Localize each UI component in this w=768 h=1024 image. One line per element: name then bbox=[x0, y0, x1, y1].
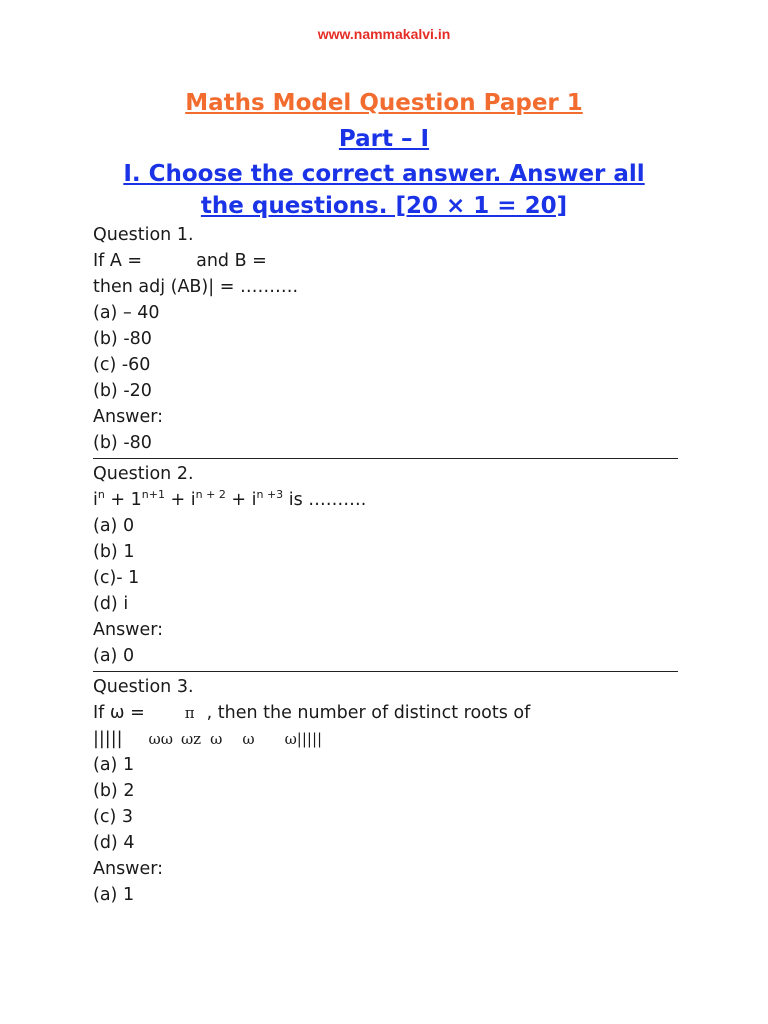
option-d: (d) i bbox=[93, 594, 129, 614]
option-b: (b) 2 bbox=[93, 781, 135, 801]
stem-exp: n+1 bbox=[141, 488, 165, 501]
option-a: (a) 1 bbox=[93, 755, 135, 775]
option-d: (d) 4 bbox=[93, 833, 135, 853]
det-term: ω bbox=[210, 730, 223, 748]
answer-label: Answer: bbox=[93, 407, 164, 427]
question-label: Question 3. bbox=[93, 677, 194, 697]
stem-exp: n bbox=[97, 488, 105, 501]
instruction-heading: I. Choose the correct answer. Answer all the questions. [20 × 1 = 20] bbox=[123, 161, 645, 219]
stem-part-a: If A = bbox=[93, 251, 143, 271]
determinant-row bbox=[93, 726, 678, 752]
answer-label: Answer: bbox=[93, 620, 164, 640]
question-label: Question 2. bbox=[93, 464, 194, 484]
stem-part-a: If ω = bbox=[93, 703, 145, 723]
stem-term: + i bbox=[164, 490, 196, 510]
question-1 bbox=[93, 222, 678, 459]
stem-exp: n + 2 bbox=[195, 488, 226, 501]
question-list bbox=[93, 222, 678, 912]
stem-term: is ………. bbox=[283, 490, 367, 510]
det-term: ωω bbox=[148, 730, 173, 748]
question-2 bbox=[93, 461, 678, 672]
answer-label: Answer: bbox=[93, 859, 164, 879]
option-a: (a) – 40 bbox=[93, 303, 160, 323]
option-b: (b) 1 bbox=[93, 542, 135, 562]
det-term: ω bbox=[242, 730, 255, 748]
pi-symbol: π bbox=[184, 704, 195, 722]
option-b: (b) -80 bbox=[93, 329, 152, 349]
answer-value: (a) 1 bbox=[93, 885, 135, 905]
det-term: ωz bbox=[180, 730, 202, 748]
page-title: Maths Model Question Paper 1 bbox=[185, 90, 583, 116]
option-c: (c) 3 bbox=[93, 807, 133, 827]
question-label: Question 1. bbox=[93, 225, 194, 245]
question-stem bbox=[93, 248, 678, 274]
site-url[interactable]: www.nammakalvi.in bbox=[317, 26, 451, 42]
question-stem bbox=[93, 487, 678, 513]
det-bars: ||||| bbox=[93, 729, 123, 749]
stem-term: i bbox=[93, 490, 98, 510]
stem-exp: n +3 bbox=[256, 488, 284, 501]
question-stem bbox=[93, 700, 678, 726]
question-3 bbox=[93, 674, 678, 910]
stem-part-b: and B = bbox=[196, 251, 267, 271]
question-stem-cont: then adj (AB)| = ………. bbox=[93, 277, 299, 297]
option-a: (a) 0 bbox=[93, 516, 135, 536]
stem-term: + 1 bbox=[104, 490, 142, 510]
det-term: ω||||| bbox=[284, 730, 323, 748]
option-c: (c)- 1 bbox=[93, 568, 140, 588]
option-d: (b) -20 bbox=[93, 381, 152, 401]
answer-value: (b) -80 bbox=[93, 433, 152, 453]
option-c: (c) -60 bbox=[93, 355, 151, 375]
stem-term: + i bbox=[225, 490, 257, 510]
part-heading: Part – I bbox=[338, 126, 430, 152]
stem-part-b: , then the number of distinct roots of bbox=[206, 703, 531, 723]
answer-value: (a) 0 bbox=[93, 646, 135, 666]
